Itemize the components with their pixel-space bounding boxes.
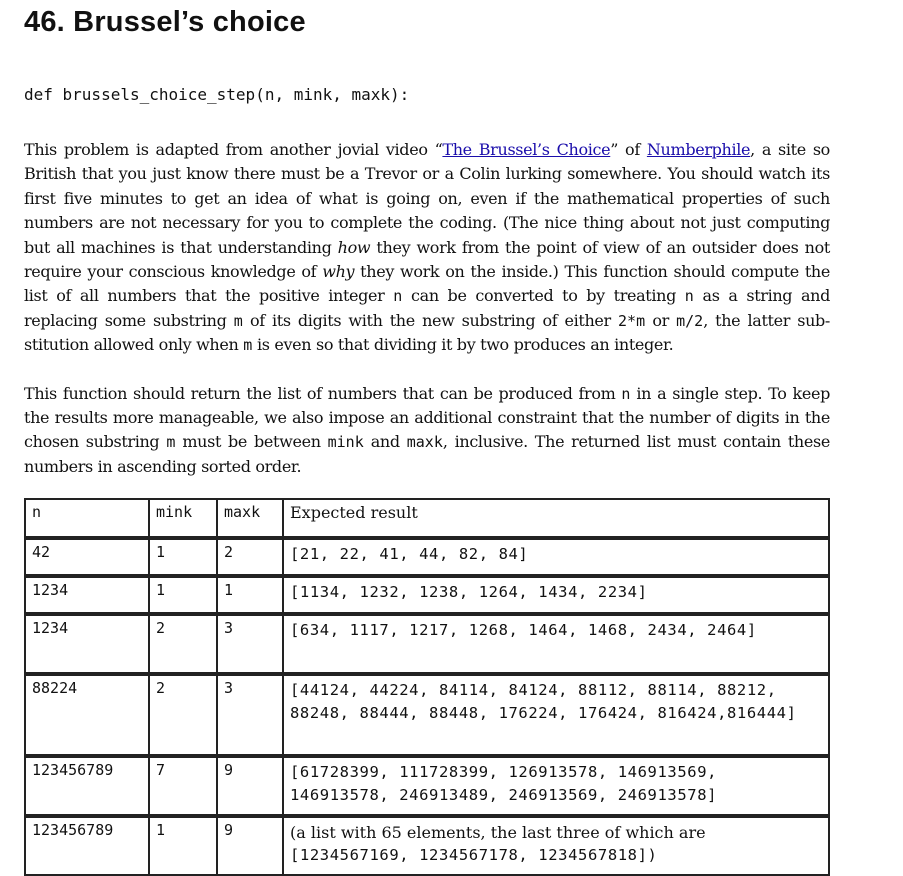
p1-text-8: of its digits with the new substring of either xyxy=(242,310,619,330)
table-header-row xyxy=(25,499,829,537)
p1-text-9: or xyxy=(645,310,677,330)
table-row xyxy=(25,675,829,755)
p1-text-11: is even so that dividing it by two produces an integer. xyxy=(252,335,674,355)
cell-maxk: 1 xyxy=(217,577,283,613)
p2-code-n: n xyxy=(621,384,631,403)
numberphile-link[interactable]: Numberphile xyxy=(646,140,751,159)
p1-text-3: , a site so British that you just know there must be a Trevor or a Colin lurking somewhere. You should watch its first five minutes to get an idea of what is going on, even if the mathematical properties of such numbers are not necessary for you to complete the coding. (The nice thing about not just computing but all machines is that understanding xyxy=(24,140,830,257)
description-paragraph-1 xyxy=(24,138,830,358)
p1-text-2: ” of xyxy=(610,140,647,159)
p2-code-mink: mink xyxy=(327,433,364,452)
cell-maxk: 9 xyxy=(217,817,283,875)
document-page xyxy=(24,0,830,479)
p2-text-1: This function should return the list of numbers that can be produced from xyxy=(24,383,622,403)
cell-result: [1134, 1232, 1238, 1264, 1434, 2234] xyxy=(283,577,829,613)
p1-text-6: can be converted to by treating xyxy=(402,286,685,306)
p1-code-n-1: n xyxy=(393,287,403,306)
description-paragraph-2 xyxy=(24,382,830,480)
result-description: (a list with 65 elements, the last three of which are xyxy=(290,823,706,842)
result-last-three: [1234567169, 1234567178, 1234567818]) xyxy=(290,846,658,864)
p2-code-maxk: maxk xyxy=(406,433,443,452)
p1-code-m-half: m/2 xyxy=(676,311,704,330)
p1-code-m-2: m xyxy=(243,336,253,355)
cell-maxk: 3 xyxy=(217,615,283,673)
cell-n: 1234 xyxy=(25,615,149,673)
p1-text-5: they work on the inside.) This function should compute the list of all numbers that the positive integer xyxy=(24,262,830,306)
p2-text-4: and xyxy=(363,432,407,452)
cell-mink: 2 xyxy=(149,675,217,755)
p2-text-3: must be between xyxy=(175,432,328,452)
p1-text-7: as a string and replacing some substring xyxy=(24,286,830,330)
table-row xyxy=(25,615,829,673)
cell-mink: 7 xyxy=(149,757,217,815)
cell-result: [634, 1117, 1217, 1268, 1464, 1468, 2434, 2464] xyxy=(283,615,829,673)
table-row xyxy=(25,817,829,875)
cell-n: 42 xyxy=(25,539,149,575)
p1-text-1: This problem is adapted from another jovial video “ xyxy=(24,140,443,159)
cell-n: 123456789 xyxy=(25,817,149,875)
p2-code-m: m xyxy=(166,433,176,452)
cell-result: [21, 22, 41, 44, 82, 84] xyxy=(283,539,829,575)
p2-text-5: , inclusive. The returned list must contain these numbers in ascending sorted order. xyxy=(24,432,830,476)
brussels-choice-video-link[interactable]: The Brussel’s Choice xyxy=(442,140,611,159)
header-mink: mink xyxy=(149,499,217,537)
p2-text-2: in a single step. To keep the results more manageable, we also impose an additional constraint that the number of digits in the chosen substring xyxy=(24,383,830,452)
p1-code-n-2: n xyxy=(684,287,694,306)
cell-maxk: 3 xyxy=(217,675,283,755)
cell-mink: 2 xyxy=(149,615,217,673)
p1-em-how: how xyxy=(337,237,371,257)
cell-result: [61728399, 111728399, 126913578, 146913569, 146913578, 246913489, 246913569, 246913578] xyxy=(283,757,829,815)
cell-maxk: 2 xyxy=(217,539,283,575)
p1-code-m-1: m xyxy=(233,311,243,330)
cell-result xyxy=(283,817,829,875)
cell-mink: 1 xyxy=(149,817,217,875)
header-maxk: maxk xyxy=(217,499,283,537)
cell-n: 1234 xyxy=(25,577,149,613)
p1-code-2m: 2*m xyxy=(618,311,646,330)
p1-text-10: , the latter sub-stitution allowed only when xyxy=(24,310,830,355)
function-signature: def brussels_choice_step(n, mink, maxk): xyxy=(24,85,410,104)
cell-maxk: 9 xyxy=(217,757,283,815)
cell-n: 88224 xyxy=(25,675,149,755)
cell-result: [44124, 44224, 84114, 84124, 88112, 88114, 88212, 88248, 88444, 88448, 176224, 176424, 816424,816444] xyxy=(283,675,829,755)
table-row xyxy=(25,539,829,575)
p1-text-4: they work from the point of view of an outsider does not require your conscious knowledge of xyxy=(24,237,830,282)
page-title: 46. Brussel’s choice xyxy=(24,6,306,38)
cell-n: 123456789 xyxy=(25,757,149,815)
examples-table xyxy=(24,498,830,876)
cell-mink: 1 xyxy=(149,577,217,613)
table-row xyxy=(25,577,829,613)
cell-mink: 1 xyxy=(149,539,217,575)
header-expected-result: Expected result xyxy=(283,499,829,537)
p1-em-why: why xyxy=(322,262,355,282)
header-n: n xyxy=(25,499,149,537)
table-row xyxy=(25,757,829,815)
